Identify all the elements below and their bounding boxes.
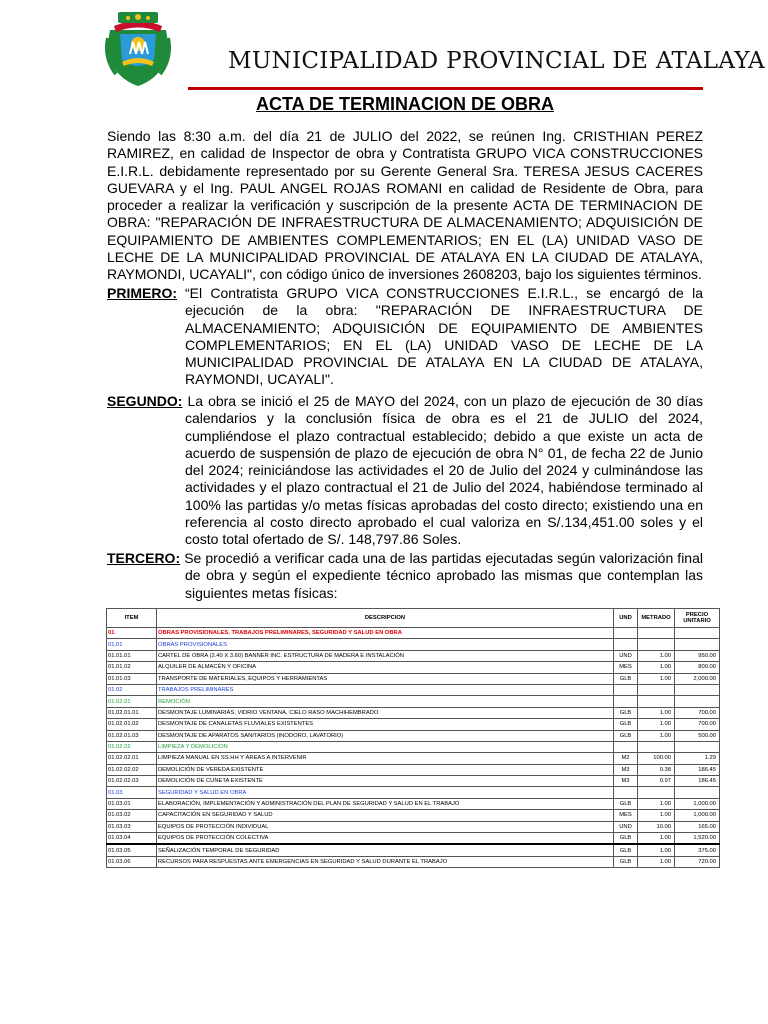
clause-segundo bbox=[107, 393, 703, 549]
cell-item: 01.02.01 bbox=[107, 696, 157, 707]
cell-metrado bbox=[638, 696, 675, 707]
table-row bbox=[107, 719, 720, 730]
atalaya-crest-icon bbox=[102, 8, 174, 88]
cell-item: 01.02 bbox=[107, 684, 157, 695]
clause-primero-text: “El Contratista GRUPO VICA CONSTRUCCIONES E.I.R.L., se encargó de la ejecución de la obra: "REPARACIÓN DE INFRAESTRUCTURA DE ALMACENAMIENTO; ADQUISICIÓN DE EQUIPAMIENTO DE AMBIENTES COMPLEMENTARIOS; EN EL (LA) UNIDAD VASO DE LECHE DE LA MUNICIPALIDAD PROVINCIAL DE ATALAYA EN LA CIUDAD DE ATALAYA, RAYMONDI, UCAYALI". bbox=[185, 285, 703, 388]
cell-descripcion: EQUIPOS DE PROTECCIÓN COLECTIVA bbox=[157, 833, 614, 845]
cell-precio-unitario bbox=[675, 696, 720, 707]
clause-segundo-lead: La obra se inició el 25 de MAYO del 2024, con un plazo de ejecución de 30 días bbox=[187, 393, 704, 409]
cell-und: UND bbox=[614, 821, 638, 832]
table-row bbox=[107, 707, 720, 718]
cell-descripcion: DESMONTAJE DE CANALETAS FLUVIALES EXISTENTES bbox=[157, 719, 614, 730]
cell-metrado: 1.00 bbox=[638, 798, 675, 809]
cell-und: GLB bbox=[614, 833, 638, 845]
table-row bbox=[107, 684, 720, 695]
cell-metrado: 1.00 bbox=[638, 707, 675, 718]
cell-descripcion: REMOCIÓN bbox=[157, 696, 614, 707]
cell-descripcion: OBRAS PROVISIONALES, TRABAJOS PRELIMINARES, SEGURIDAD Y SALUD EN OBRA bbox=[157, 628, 614, 639]
cell-metrado bbox=[638, 787, 675, 798]
document-title: ACTA DE TERMINACION DE OBRA bbox=[256, 94, 554, 114]
cell-precio-unitario: 165.00 bbox=[675, 821, 720, 832]
table-row bbox=[107, 753, 720, 764]
cell-item: 01.01.02 bbox=[107, 662, 157, 673]
cell-item: 01.03.02 bbox=[107, 810, 157, 821]
cell-descripcion: ALQUILER DE ALMACÉN Y OFICINA bbox=[157, 662, 614, 673]
works-table bbox=[106, 608, 720, 868]
clause-primero bbox=[107, 285, 703, 389]
cell-item: 01.01.01 bbox=[107, 650, 157, 661]
col-descripcion: DESCRIPCION bbox=[157, 609, 614, 628]
clause-tercero-text: de obra y según el expediente técnico aprobado las mismas que contemplan las siguientes metas físicas: bbox=[185, 567, 703, 601]
table-row bbox=[107, 798, 720, 809]
cell-descripcion: RECURSOS PARA RESPUESTAS ANTE EMERGENCIAS EN SEGURIDAD Y SALUD DURANTE EL TRABAJO bbox=[157, 856, 614, 867]
cell-precio-unitario bbox=[675, 741, 720, 752]
cell-und: GLB bbox=[614, 719, 638, 730]
cell-descripcion: SEGURIDAD Y SALUD EN OBRA bbox=[157, 787, 614, 798]
cell-metrado: 0.97 bbox=[638, 776, 675, 787]
table-row bbox=[107, 639, 720, 650]
cell-und: MES bbox=[614, 662, 638, 673]
cell-metrado: 100.00 bbox=[638, 753, 675, 764]
table-row bbox=[107, 730, 720, 741]
cell-precio-unitario: 700.00 bbox=[675, 719, 720, 730]
col-item: ITEM bbox=[107, 609, 157, 628]
cell-item: 01.03.04 bbox=[107, 833, 157, 845]
cell-metrado: 1.00 bbox=[638, 650, 675, 661]
cell-und: GLB bbox=[614, 730, 638, 741]
cell-descripcion: EQUIPOS DE PROTECCIÓN INDIVIDUAL bbox=[157, 821, 614, 832]
cell-und bbox=[614, 628, 638, 639]
cell-precio-unitario: 375.00 bbox=[675, 844, 720, 856]
table-row bbox=[107, 764, 720, 775]
cell-metrado: 10.00 bbox=[638, 821, 675, 832]
cell-und: M3 bbox=[614, 776, 638, 787]
clause-segundo-first-line bbox=[107, 393, 703, 410]
cell-item: 01.03.06 bbox=[107, 856, 157, 867]
cell-precio-unitario bbox=[675, 639, 720, 650]
cell-metrado: 1.00 bbox=[638, 719, 675, 730]
table-row bbox=[107, 696, 720, 707]
col-metrado: METRADO bbox=[638, 609, 675, 628]
cell-precio-unitario: 1.29 bbox=[675, 753, 720, 764]
cell-item: 01.01 bbox=[107, 639, 157, 650]
clause-primero-label: PRIMERO: bbox=[107, 285, 177, 301]
cell-metrado bbox=[638, 741, 675, 752]
table-row bbox=[107, 810, 720, 821]
table-row bbox=[107, 833, 720, 845]
cell-descripcion: TRANSPORTE DE MATERIALES, EQUIPOS Y HERRAMIENTAS bbox=[157, 673, 614, 684]
cell-und: GLB bbox=[614, 844, 638, 856]
cell-precio-unitario: 2,000.00 bbox=[675, 673, 720, 684]
cell-descripcion: DESMONTAJE LUMINARIAS, VIDRIO VENTANA, CIELO RASO MACHIHEMBRADO bbox=[157, 707, 614, 718]
cell-item: 01.03.05 bbox=[107, 844, 157, 856]
cell-und: GLB bbox=[614, 707, 638, 718]
cell-metrado: 1.00 bbox=[638, 673, 675, 684]
cell-und bbox=[614, 684, 638, 695]
cell-precio-unitario: 800.00 bbox=[675, 662, 720, 673]
table-row bbox=[107, 628, 720, 639]
cell-metrado: 1.00 bbox=[638, 730, 675, 741]
cell-metrado bbox=[638, 639, 675, 650]
cell-und: UND bbox=[614, 650, 638, 661]
cell-item: 01.02.02.01 bbox=[107, 753, 157, 764]
cell-item: 01.03.01 bbox=[107, 798, 157, 809]
cell-precio-unitario bbox=[675, 684, 720, 695]
table-row bbox=[107, 741, 720, 752]
cell-precio-unitario: 950.00 bbox=[675, 650, 720, 661]
cell-metrado: 1.00 bbox=[638, 810, 675, 821]
intro-paragraph: Siendo las 8:30 a.m. del día 21 de JULIO del 2022, se reúnen Ing. CRISTHIAN PEREZ RAMIREZ, en calidad de Inspector de obra y Contratista GRUPO VICA CONSTRUCCIONES E.I.R.L. debidamente representado por su Gerente General Sra. TERESA JESUS CACERES GUEVARA y el Ing. PAUL ANGEL ROJAS ROMANI en calidad de Residente de Obra, para proceder a realizar la verificación y suscripción de la presente ACTA DE TERMINACION DE OBRA: "REPARACIÓN DE INFRAESTRUCTURA DE ALMACENAMIENTO; ADQUISICIÓN DE EQUIPAMIENTO DE AMBIENTES COMPLEMENTARIOS; EN EL (LA) UNIDAD VASO DE LECHE DE LA MUNICIPALIDAD PROVINCIAL DE ATALAYA EN LA CIUDAD DE ATALAYA, RAYMONDI, UCAYALI", con código único de inversiones 2608203, bajo los siguientes términos. bbox=[107, 128, 703, 283]
table-row bbox=[107, 787, 720, 798]
cell-und bbox=[614, 741, 638, 752]
cell-descripcion: LIMPIEZA MANUAL EN SS.HH Y ÁREAS A INTERVENIR bbox=[157, 753, 614, 764]
cell-item: 01.02.01.01 bbox=[107, 707, 157, 718]
cell-item: 01.02.02.03 bbox=[107, 776, 157, 787]
cell-descripcion: TRABAJOS PRELIMINARES bbox=[157, 684, 614, 695]
table-row bbox=[107, 673, 720, 684]
works-table-body bbox=[107, 628, 720, 868]
cell-precio-unitario: 186.45 bbox=[675, 764, 720, 775]
cell-metrado bbox=[638, 684, 675, 695]
cell-precio-unitario: 700.00 bbox=[675, 707, 720, 718]
cell-precio-unitario: 720.00 bbox=[675, 856, 720, 867]
works-table-header bbox=[107, 609, 720, 628]
clause-tercero-first-line bbox=[107, 550, 703, 567]
clause-segundo-label: SEGUNDO: bbox=[107, 393, 183, 409]
cell-und: M2 bbox=[614, 753, 638, 764]
cell-descripcion: DEMOLICIÓN DE CUNETA EXISTENTE bbox=[157, 776, 614, 787]
table-row bbox=[107, 662, 720, 673]
cell-item: 01.02.02 bbox=[107, 741, 157, 752]
cell-item: 01.01.03 bbox=[107, 673, 157, 684]
cell-und: GLB bbox=[614, 798, 638, 809]
cell-descripcion: LIMPIEZA Y DEMOLICION bbox=[157, 741, 614, 752]
cell-descripcion: DESMONTAJE DE APARATOS SANITARIOS (INODORO, LAVATORIO) bbox=[157, 730, 614, 741]
cell-item: 01 bbox=[107, 628, 157, 639]
cell-item: 01.02.01.02 bbox=[107, 719, 157, 730]
table-row bbox=[107, 856, 720, 867]
clause-segundo-text: calendarios y la conclusión física de obra es el 21 de JULIO del 2024, cumpliéndose el plazo contractual establecido; debido a que existe un acta de acuerdo de suspensión de plazo de ejecución de obra N° 01, de fecha 22 de Junio del 2024; reiniciándose las actividades el 20 de Julio del 2024 y culminándose las actividades y el plazo contractual el 21 de Julio del 2024, habiéndose terminado al 100% las partidas y/o metas físicas aprobadas del costo directo; existiendo una en referencia al costo directo aprobado el cual valoriza en S/.134,451.00 soles y el costo total ofertado de S/. 148,797.86 Soles. bbox=[185, 410, 703, 548]
cell-und bbox=[614, 787, 638, 798]
table-row bbox=[107, 844, 720, 856]
cell-und: MES bbox=[614, 810, 638, 821]
cell-und: GLB bbox=[614, 673, 638, 684]
table-row bbox=[107, 821, 720, 832]
cell-metrado bbox=[638, 628, 675, 639]
cell-descripcion: DEMOLICIÓN DE VEREDA EXISTENTE bbox=[157, 764, 614, 775]
cell-metrado: 1.00 bbox=[638, 844, 675, 856]
cell-metrado: 1.00 bbox=[638, 662, 675, 673]
clause-tercero-label: TERCERO: bbox=[107, 550, 181, 566]
cell-precio-unitario bbox=[675, 787, 720, 798]
cell-descripcion: OBRAS PROVISIONALES bbox=[157, 639, 614, 650]
cell-precio-unitario: 1,000.00 bbox=[675, 798, 720, 809]
cell-metrado: 0.38 bbox=[638, 764, 675, 775]
cell-und: GLB bbox=[614, 856, 638, 867]
cell-item: 01.02.01.03 bbox=[107, 730, 157, 741]
cell-precio-unitario bbox=[675, 628, 720, 639]
cell-und: M3 bbox=[614, 764, 638, 775]
cell-precio-unitario: 186.45 bbox=[675, 776, 720, 787]
table-row bbox=[107, 776, 720, 787]
cell-und bbox=[614, 696, 638, 707]
table-row bbox=[107, 650, 720, 661]
clause-tercero bbox=[107, 550, 703, 602]
cell-descripcion: CAPACITACIÓN EN SEGURIDAD Y SALUD bbox=[157, 810, 614, 821]
cell-metrado: 1.00 bbox=[638, 856, 675, 867]
cell-und bbox=[614, 639, 638, 650]
col-und: UND bbox=[614, 609, 638, 628]
cell-descripcion: ELABORACIÓN, IMPLEMENTACIÓN Y ADMINISTRACIÓN DEL PLAN DE SEGURIDAD Y SALUD EN EL TRABAJO bbox=[157, 798, 614, 809]
cell-item: 01.03.03 bbox=[107, 821, 157, 832]
cell-precio-unitario: 500.00 bbox=[675, 730, 720, 741]
col-precio-unitario: PRECIO UNITARIO bbox=[675, 609, 720, 628]
header-divider bbox=[188, 87, 703, 90]
cell-item: 01.02.02.02 bbox=[107, 764, 157, 775]
cell-metrado: 1.00 bbox=[638, 833, 675, 845]
cell-precio-unitario: 1,520.00 bbox=[675, 833, 720, 845]
cell-descripcion: SEÑALIZACIÓN TEMPORAL DE SEGURIDAD bbox=[157, 844, 614, 856]
cell-descripcion: CARTEL DE OBRA (2.40 X 3.60) BANNER INC. ESTRUCTURA DE MADERA E INSTALACIÓN bbox=[157, 650, 614, 661]
municipality-title: MUNICIPALIDAD PROVINCIAL DE ATALAYA bbox=[228, 48, 765, 74]
cell-precio-unitario: 1,000.00 bbox=[675, 810, 720, 821]
clause-tercero-lead: Se procedió a verificar cada una de las partidas ejecutadas según valorización final bbox=[184, 550, 703, 566]
cell-item: 01.03 bbox=[107, 787, 157, 798]
